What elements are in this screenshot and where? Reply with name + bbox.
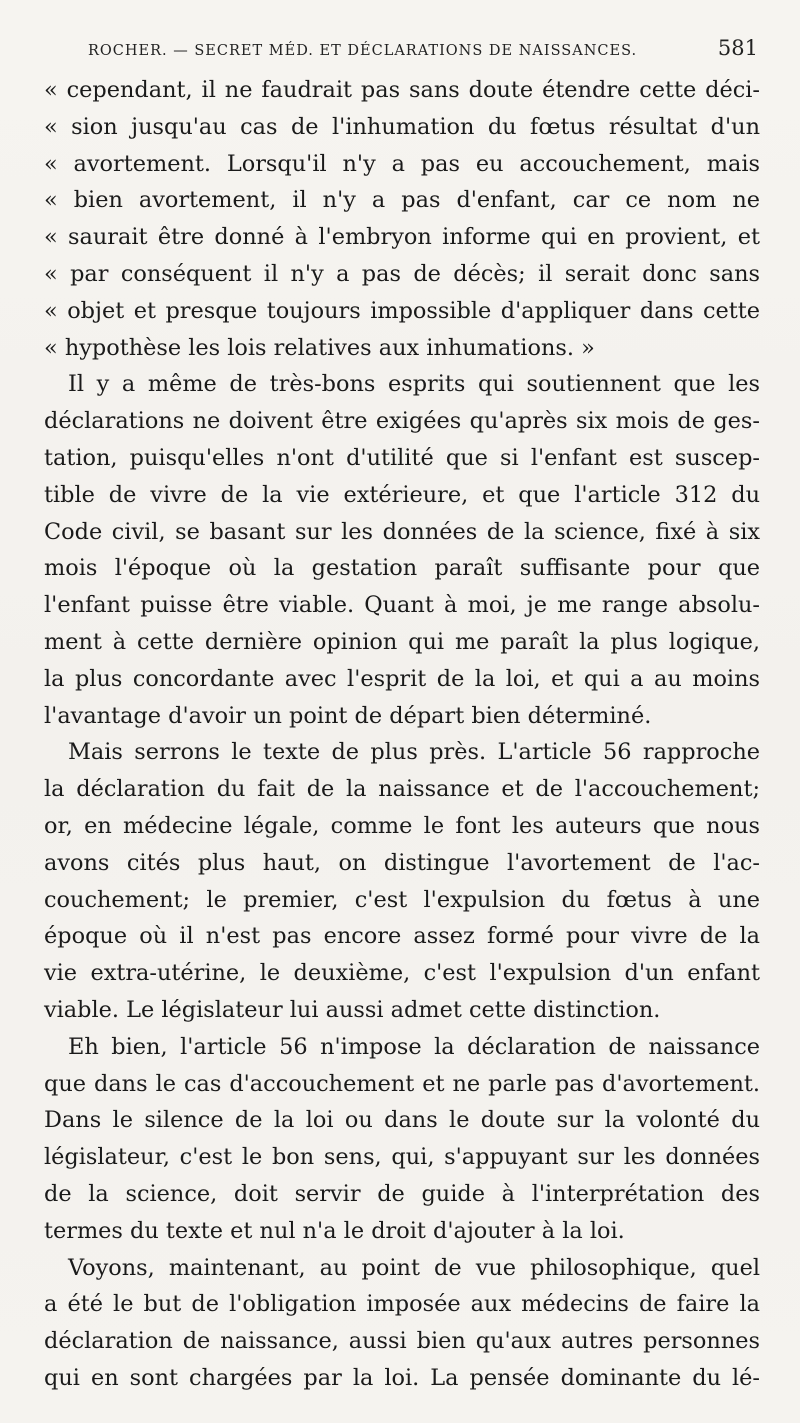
running-title: ROCHER. — SECRET MÉD. ET DÉCLARATIONS DE NAISSANCES. [88, 43, 638, 59]
text-line: Dans le silence de la loi ou dans le doute sur la volonté du [44, 1107, 760, 1134]
text-line: couchement; le premier, c'est l'expulsion du fœtus à une [44, 886, 760, 913]
text-line: avons cités plus haut, on distingue l'avortement de l'ac- [44, 849, 760, 876]
text-line: Il y a même de très-bons esprits qui soutiennent que les [68, 371, 760, 398]
text-line: « par conséquent il n'y a pas de décès; il serait donc sans [44, 260, 760, 287]
text-line: « saurait être donné à l'embryon informe qui en provient, et [44, 224, 760, 251]
text-line: tation, puisqu'elles n'ont d'utilité que si l'enfant est suscep- [44, 444, 760, 471]
text-line: époque où il n'est pas encore assez formé pour vivre de la [44, 923, 760, 950]
text-line: la déclaration du fait de la naissance et de l'accouchement; [44, 776, 760, 803]
text-line: vie extra-utérine, le deuxième, c'est l'expulsion d'un enfant [44, 960, 760, 987]
text-line: Eh bien, l'article 56 n'impose la déclaration de naissance [68, 1033, 760, 1060]
text-line: déclarations ne doivent être exigées qu'après six mois de ges- [44, 408, 760, 435]
text-line: Voyons, maintenant, au point de vue philosophique, quel [68, 1254, 760, 1281]
paragraph [44, 734, 760, 1028]
text-line: or, en médecine légale, comme le font les auteurs que nous [44, 812, 760, 839]
text-line: tible de vivre de la vie extérieure, et que l'article 312 du [44, 481, 760, 508]
text-line: « cependant, il ne faudrait pas sans doute étendre cette déci- [44, 77, 760, 103]
text-line: « avortement. Lorsqu'il n'y a pas eu accouchement, mais [44, 150, 760, 177]
paragraph [44, 1029, 760, 1250]
text-line: l'avantage d'avoir un point de départ bien déterminé. [44, 702, 652, 729]
text-line: « hypothèse les lois relatives aux inhumations. » [44, 334, 595, 361]
text-line: a été le but de l'obligation imposée aux médecins de faire la [44, 1291, 760, 1318]
text-line: législateur, c'est le bon sens, qui, s'appuyant sur les données [44, 1144, 760, 1171]
text-line: de la science, doit servir de guide à l'interprétation des [44, 1180, 760, 1207]
paragraph [44, 72, 760, 366]
body-text [44, 72, 760, 1397]
text-line: que dans le cas d'accouchement et ne parle pas d'avortement. [44, 1070, 760, 1097]
text-line: la plus concordante avec l'esprit de la loi, et qui a au moins [44, 665, 760, 692]
text-line: termes du texte et nul n'a le droit d'ajouter à la loi. [44, 1217, 625, 1244]
text-line: ment à cette dernière opinion qui me paraît la plus logique, [44, 628, 760, 655]
text-line: l'enfant puisse être viable. Quant à moi, je me range absolu- [44, 592, 760, 619]
paragraph [44, 366, 760, 734]
paragraph [44, 1250, 760, 1397]
text-line: viable. Le législateur lui aussi admet cette distinction. [44, 996, 661, 1023]
running-head [88, 36, 758, 68]
text-line: « objet et presque toujours impossible d'appliquer dans cette [44, 297, 760, 324]
text-line: mois l'époque où la gestation paraît suffisante pour que [44, 555, 760, 582]
text-line: qui en sont chargées par la loi. La pensée dominante du lé- [44, 1364, 760, 1391]
text-line: Code civil, se basant sur les données de la science, fixé à six [44, 518, 760, 545]
page-number: 581 [717, 36, 758, 60]
text-line: « sion jusqu'au cas de l'inhumation du fœtus résultat d'un [44, 113, 760, 140]
text-line: Mais serrons le texte de plus près. L'article 56 rapproche [68, 739, 760, 766]
text-line: « bien avortement, il n'y a pas d'enfant, car ce nom ne [44, 187, 760, 214]
text-line: déclaration de naissance, aussi bien qu'aux autres personnes [44, 1328, 760, 1355]
